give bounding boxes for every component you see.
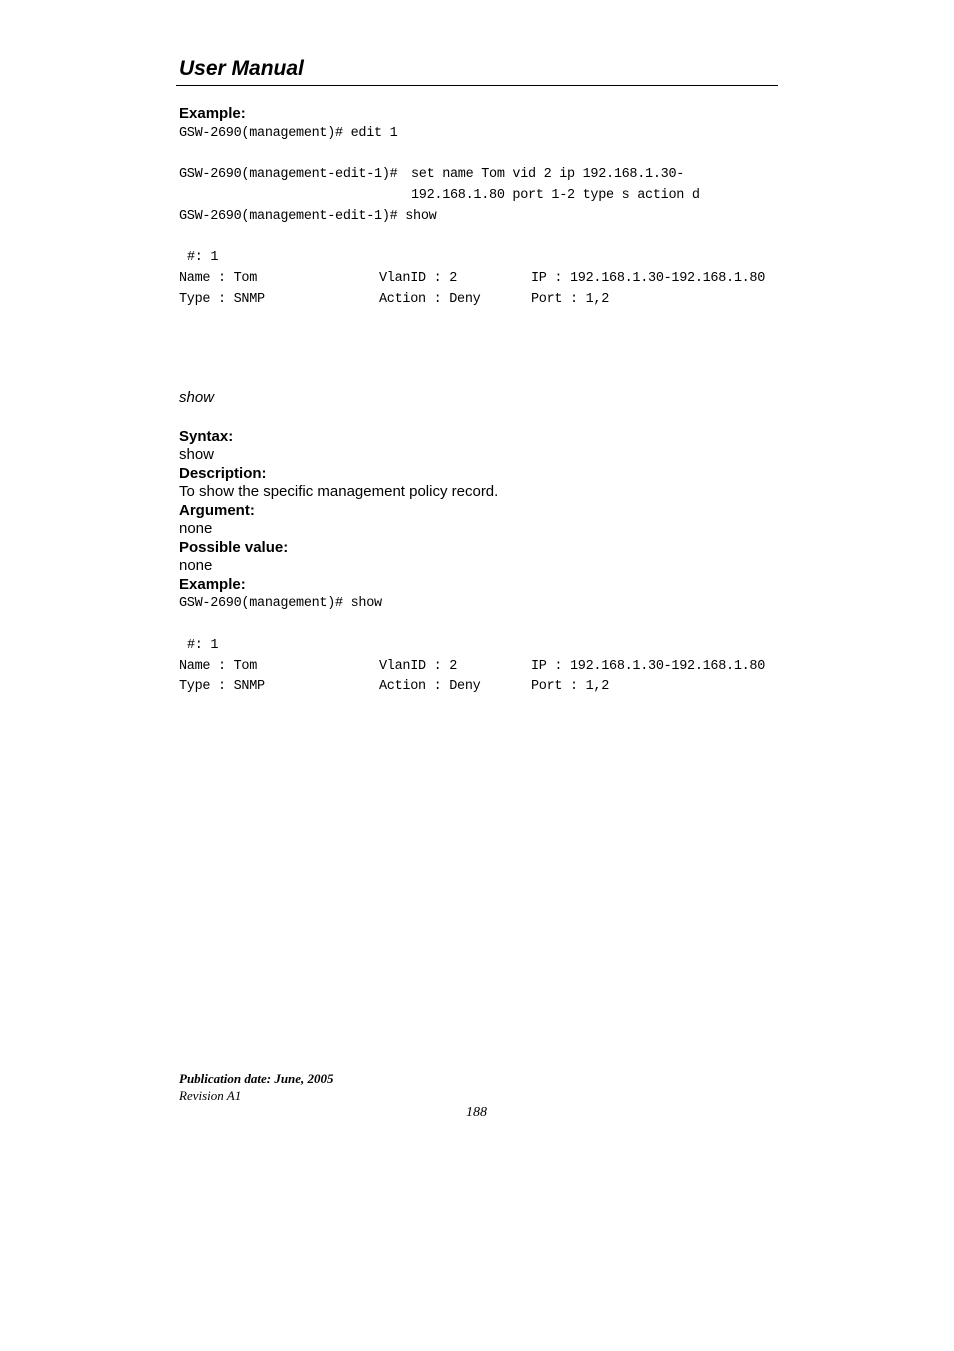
possible-value-label: Possible value: bbox=[179, 539, 289, 556]
syntax-label: Syntax: bbox=[179, 428, 234, 445]
record-index: #: 1 bbox=[187, 638, 219, 653]
record-vlanid: VlanID : 2 bbox=[379, 659, 458, 674]
record-ip: IP : 192.168.1.30-192.168.1.80 bbox=[531, 659, 766, 674]
command-line-continuation: 192.168.1.80 port 1-2 type s action d bbox=[411, 188, 700, 203]
argument-label: Argument: bbox=[179, 502, 255, 519]
record-ip: IP : 192.168.1.30-192.168.1.80 bbox=[531, 271, 766, 286]
command-line: GSW-2690(management)# show bbox=[179, 596, 382, 611]
record-type: Type : SNMP bbox=[179, 679, 265, 694]
header-divider bbox=[176, 85, 778, 86]
revision: Revision A1 bbox=[179, 1088, 242, 1103]
publication-date: Publication date: June, 2005 bbox=[179, 1071, 334, 1086]
example-label: Example: bbox=[179, 576, 246, 593]
record-port: Port : 1,2 bbox=[531, 292, 610, 307]
record-vlanid: VlanID : 2 bbox=[379, 271, 458, 286]
record-type: Type : SNMP bbox=[179, 292, 265, 307]
command-line: set name Tom vid 2 ip 192.168.1.30- bbox=[411, 167, 685, 182]
record-index: #: 1 bbox=[187, 250, 219, 265]
page-header-title: User Manual bbox=[179, 57, 304, 80]
possible-value: none bbox=[179, 557, 213, 574]
record-name: Name : Tom bbox=[179, 271, 258, 286]
record-action: Action : Deny bbox=[379, 292, 481, 307]
command-line: GSW-2690(management-edit-1)# show bbox=[179, 209, 437, 224]
page-number: 188 bbox=[466, 1105, 487, 1120]
command-line: GSW-2690(management)# edit 1 bbox=[179, 126, 398, 141]
command-title: show bbox=[179, 389, 215, 406]
description-value: To show the specific management policy record. bbox=[179, 483, 499, 500]
argument-value: none bbox=[179, 520, 213, 537]
syntax-value: show bbox=[179, 446, 215, 463]
example-label: Example: bbox=[179, 105, 246, 122]
record-port: Port : 1,2 bbox=[531, 679, 610, 694]
record-action: Action : Deny bbox=[379, 679, 481, 694]
command-prompt: GSW-2690(management-edit-1)# bbox=[179, 167, 398, 182]
description-label: Description: bbox=[179, 465, 267, 482]
record-name: Name : Tom bbox=[179, 659, 258, 674]
